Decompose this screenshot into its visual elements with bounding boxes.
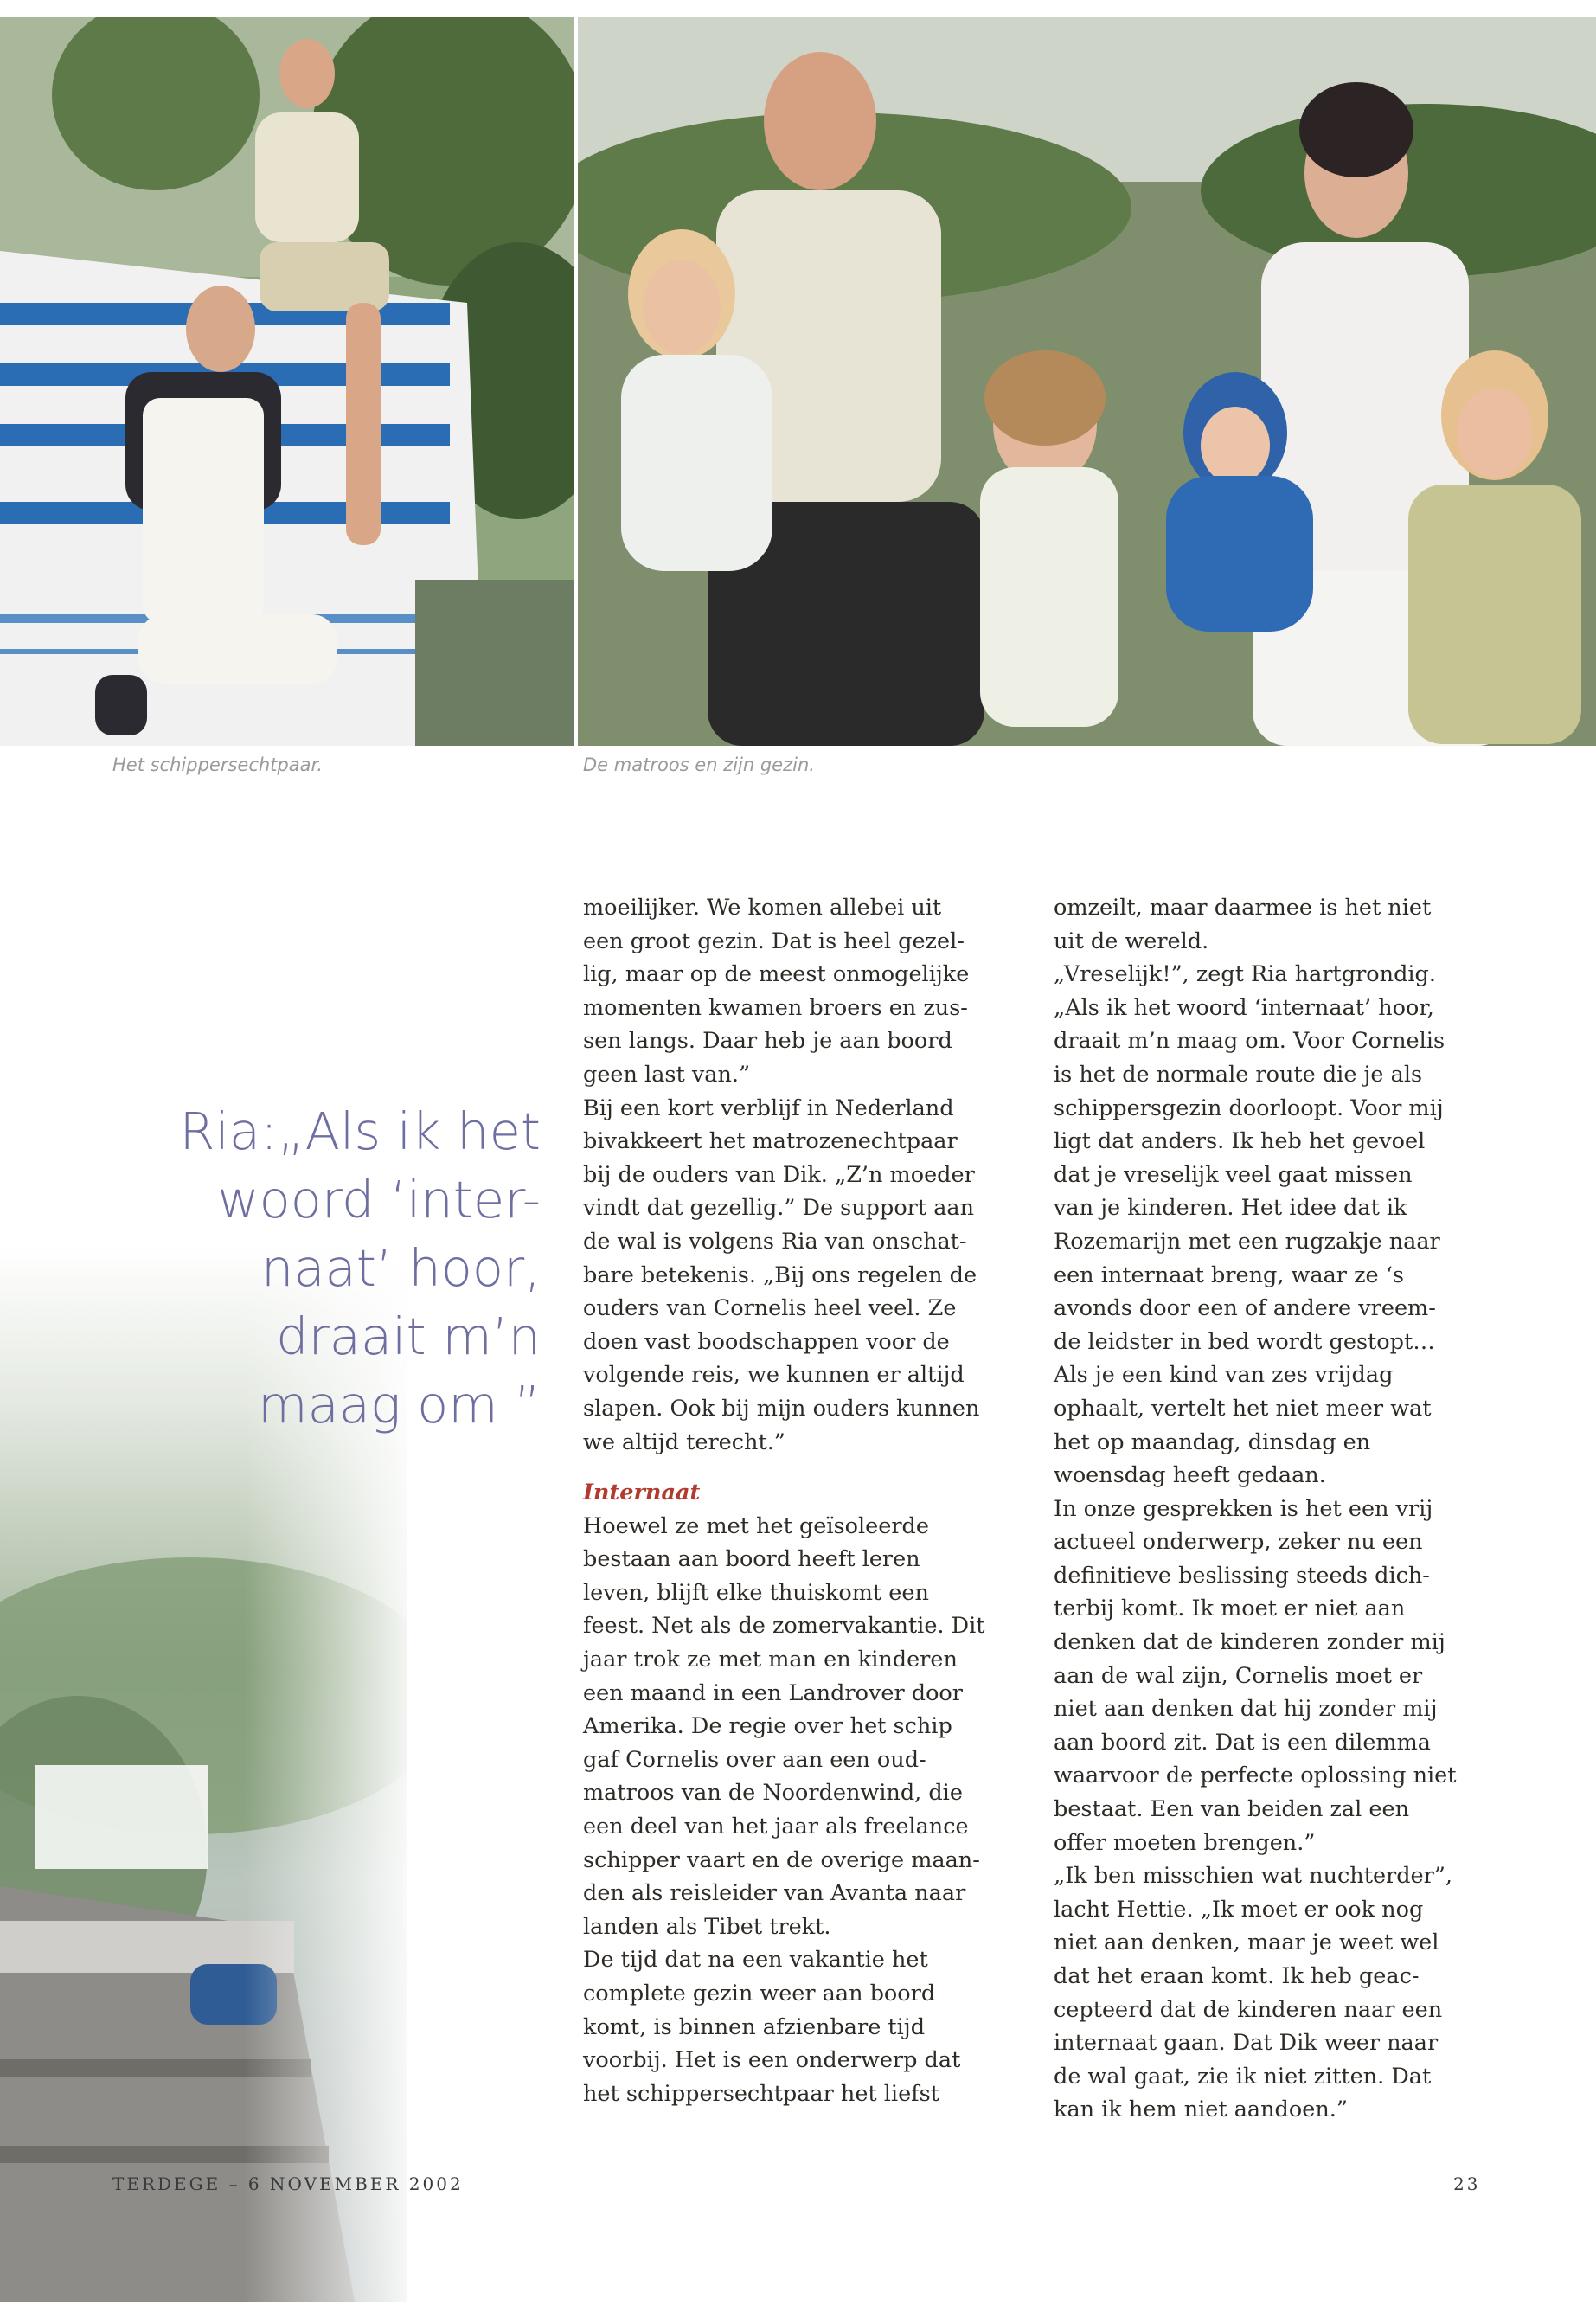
- text-line: schippersgezin doorloopt. Voor mij: [1054, 1095, 1444, 1121]
- text-line: bij de ouders van Dik. „Z’n moeder: [583, 1161, 975, 1188]
- text-line: actueel onderwerp, zeker nu een: [1054, 1529, 1423, 1556]
- text-line: draait m’n maag om. Voor Cornelis: [1054, 1028, 1445, 1055]
- text-line: woensdag heeft gedaan.: [1054, 1462, 1326, 1489]
- text-line: volgende reis, we kunnen er altijd: [583, 1362, 965, 1389]
- text-line: landen als Tibet trekt.: [583, 1913, 831, 1940]
- footer-publication: TERDEGE – 6 NOVEMBER 2002: [112, 2173, 464, 2194]
- text-line: „Ik ben misschien wat nuchterder”,: [1054, 1863, 1452, 1890]
- text-line: den als reisleider van Avanta naar: [583, 1880, 966, 1907]
- text-line: internaat gaan. Dat Dik weer naar: [1054, 2030, 1439, 2057]
- text-line: terbij komt. Ik moet er niet aan: [1054, 1596, 1406, 1622]
- text-line: cepteerd dat de kinderen naar een: [1054, 1996, 1443, 2023]
- text-line: komt, is binnen afzienbare tijd: [583, 2013, 926, 2040]
- subheading-internaat: Internaat: [583, 1480, 701, 1506]
- text-line: feest. Net als de zomervakantie. Dit: [583, 1613, 985, 1640]
- text-line: definitieve beslissing steeds dich-: [1054, 1562, 1430, 1589]
- text-line: voorbij. Het is een onderwerp dat: [583, 2047, 961, 2074]
- text-line: leven, blijft elke thuiskomt een: [583, 1579, 929, 1606]
- text-line: gaf Cornelis over aan een oud-: [583, 1746, 926, 1773]
- text-line: dat je vreselijk veel gaat missen: [1054, 1161, 1413, 1188]
- text-line: niet aan denken, maar je weet wel: [1054, 1929, 1439, 1956]
- text-line: bestaan aan boord heeft leren: [583, 1546, 920, 1573]
- text-line: is het de normale route die je als: [1054, 1061, 1423, 1088]
- text-line: een maand in een Landrover door: [583, 1679, 963, 1706]
- photo-couple: [0, 17, 574, 746]
- text-line: matroos van de Noordenwind, die: [583, 1780, 963, 1807]
- text-line: het op maandag, dinsdag en: [1054, 1429, 1371, 1455]
- text-line: moeilijker. We komen allebei uit: [583, 895, 942, 921]
- text-line: momenten kwamen broers en zus-: [583, 994, 968, 1021]
- text-line: ouders van Cornelis heel veel. Ze: [583, 1295, 957, 1322]
- text-line: „Als ik het woord ‘internaat’ hoor,: [1054, 994, 1434, 1021]
- text-line: Bij een kort verblijf in Nederland: [583, 1095, 954, 1121]
- text-line: doen vast boodschappen voor de: [583, 1328, 950, 1355]
- text-line: de wal gaat, zie ik niet zitten. Dat: [1054, 2063, 1432, 2090]
- pull-quote-line: woord ‘inter-: [217, 1170, 541, 1230]
- text-line: „Vreselijk!”, zegt Ria hartgrondig.: [1054, 961, 1436, 988]
- text-line: niet aan denken dat hij zonder mij: [1054, 1696, 1438, 1723]
- text-line: lig, maar op de meest onmogelijke: [583, 961, 970, 988]
- text-line: denken dat de kinderen zonder mij: [1054, 1629, 1445, 1656]
- pull-quote-line: naat’ hoor,: [261, 1238, 541, 1298]
- pull-quote-line: Ria:„Als ik het: [179, 1101, 541, 1161]
- text-line: van je kinderen. Het idee dat ik: [1054, 1195, 1407, 1222]
- photo-family: [578, 17, 1596, 746]
- text-line: Hoewel ze met het geïsoleerde: [583, 1512, 929, 1539]
- text-line: complete gezin weer aan boord: [583, 1981, 936, 2006]
- spacer: [583, 1459, 1016, 1476]
- text-line: een groot gezin. Dat is heel gezel-: [583, 928, 965, 954]
- text-line: bestaat. Een van beiden zal een: [1054, 1796, 1410, 1823]
- text-line: we altijd terecht.”: [583, 1429, 785, 1455]
- pull-quote: [147, 1097, 541, 1439]
- text-line: een deel van het jaar als freelance: [583, 1814, 969, 1840]
- text-line: Rozemarijn met een rugzakje naar: [1054, 1228, 1440, 1255]
- text-line: een internaat breng, waar ze ‘s: [1054, 1262, 1404, 1288]
- text-line: jaar trok ze met man en kinderen: [583, 1647, 958, 1673]
- text-line: sen langs. Daar heb je aan boord: [583, 1028, 952, 1055]
- text-line: aan boord zit. Dat is een dilemma: [1054, 1729, 1431, 1756]
- text-line: ligt dat anders. Ik heb het gevoel: [1054, 1128, 1426, 1155]
- text-line: slapen. Ook bij mijn ouders kunnen: [583, 1395, 980, 1422]
- text-line: De tijd dat na een vakantie het: [583, 1947, 928, 1974]
- text-line: kan ik hem niet aandoen.”: [1054, 2096, 1348, 2123]
- text-line: omzeilt, maar daarmee is het niet: [1054, 895, 1432, 921]
- text-line: avonds door een of andere vreem-: [1054, 1295, 1436, 1322]
- text-line: bare betekenis. „Bij ons regelen de: [583, 1262, 977, 1288]
- text-line: offer moeten brengen.”: [1054, 1829, 1316, 1856]
- text-line: In onze gesprekken is het een vrij: [1054, 1495, 1433, 1522]
- article-column-right: [1054, 891, 1503, 2127]
- text-line: schipper vaart en de overige maan-: [583, 1846, 980, 1873]
- pull-quote-line: maag om ”: [258, 1375, 541, 1435]
- text-line: Amerika. De regie over het schip: [583, 1713, 952, 1740]
- text-line: geen last van.”: [583, 1061, 751, 1088]
- text-line: aan de wal zijn, Cornelis moet er: [1054, 1662, 1423, 1689]
- text-line: de leidster in bed wordt gestopt…: [1054, 1328, 1435, 1355]
- text-line: uit de wereld.: [1054, 928, 1209, 954]
- text-line: vindt dat gezellig.” De support aan: [583, 1195, 975, 1222]
- text-line: waarvoor de perfecte oplossing niet: [1054, 1762, 1457, 1789]
- photo-family-illustration: [578, 17, 1596, 746]
- page-number: 23: [1453, 2173, 1481, 2194]
- caption-left: Het schippersechtpaar.: [112, 754, 323, 775]
- text-line: dat het eraan komt. Ik heb geac-: [1054, 1963, 1420, 1989]
- article-column-middle: [583, 891, 1016, 2110]
- text-line: bivakkeert het matrozenechtpaar: [583, 1128, 958, 1155]
- text-line: het schippersechtpaar het liefst: [583, 2080, 939, 2107]
- text-line: lacht Hettie. „Ik moet er ook nog: [1054, 1896, 1424, 1923]
- caption-right: De matroos en zijn gezin.: [583, 754, 815, 775]
- pull-quote-line: draait m’n: [276, 1307, 541, 1366]
- photo-couple-illustration: [0, 17, 574, 746]
- text-line: Als je een kind van zes vrijdag: [1054, 1362, 1394, 1389]
- text-line: de wal is volgens Ria van onschat-: [583, 1228, 967, 1255]
- text-line: ophaalt, vertelt het niet meer wat: [1054, 1395, 1432, 1422]
